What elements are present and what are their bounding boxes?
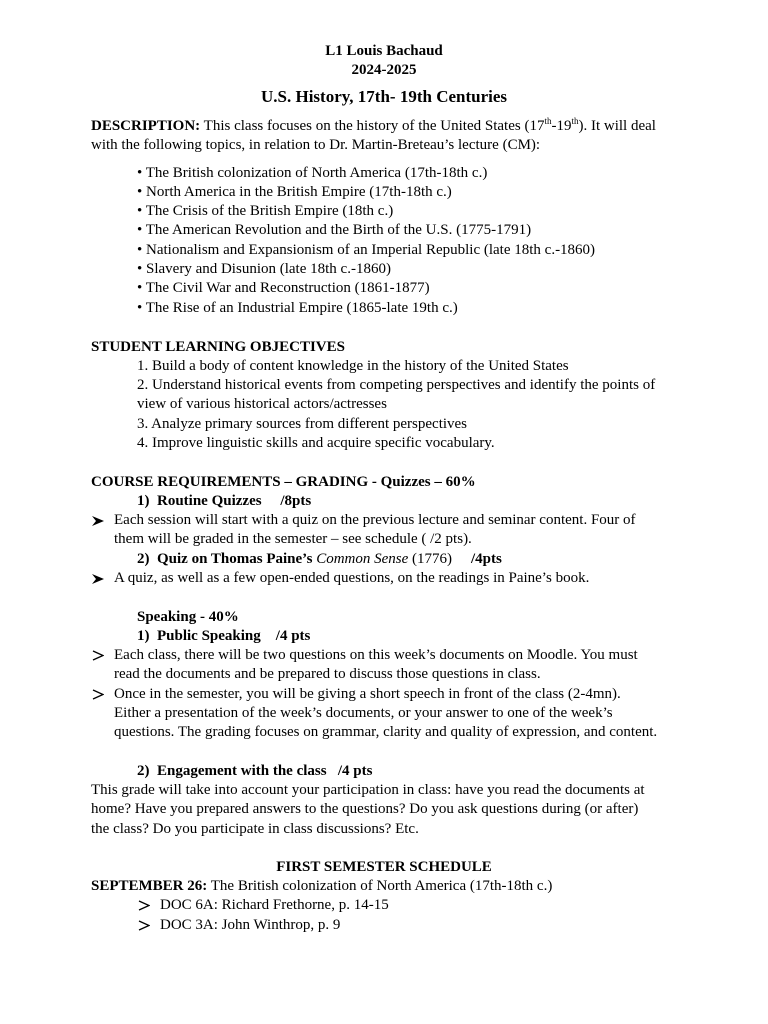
speaking-heading: Speaking - 40% <box>137 609 239 625</box>
academic-year: 2024-2025 <box>351 62 417 78</box>
paine-quiz-title: 2) Quiz on Thomas Paine’s Common Sense (1776) /4pts <box>137 551 502 567</box>
arrow-bullet-icon <box>138 920 154 931</box>
engagement-line: home? Have you prepared answers to the questions? Do you ask questions during (or after) <box>91 801 639 817</box>
description-line-2: with the following topics, in relation to Dr. Martin-Breteau’s lecture (CM): <box>91 137 541 153</box>
arrow-bullet-icon <box>92 650 108 661</box>
schedule-heading: FIRST SEMESTER SCHEDULE <box>276 859 492 875</box>
quiz2-text-line: A quiz, as well as a few open-ended questions, on the readings in Paine’s book. <box>114 570 590 586</box>
engagement-title: 2) Engagement with the class /4 pts <box>137 763 373 779</box>
objectives-heading: STUDENT LEARNING OBJECTIVES <box>91 339 345 355</box>
description-paragraph <box>91 117 656 136</box>
schedule-doc-item: DOC 6A: Richard Frethorne, p. 14-15 <box>160 897 389 913</box>
quiz1-text-line: Each session will start with a quiz on the previous lecture and seminar content. Four of <box>114 512 636 528</box>
speaking-bullet-line: questions. The grading focuses on grammar, clarity and quality of expression, and content. <box>114 724 658 740</box>
instructor-name: L1 Louis Bachaud <box>325 43 443 59</box>
book-title: Common Sense <box>316 551 409 567</box>
quiz1-text-line: them will be graded in the semester – see schedule ( /2 pts). <box>114 531 472 547</box>
topic-item: • Nationalism and Expansionism of an Imperial Republic (late 18th c.-1860) <box>137 242 596 258</box>
speaking-bullet-line: Either a presentation of the week’s documents, or your answer to one of the week’s <box>114 705 613 721</box>
schedule-doc-item: DOC 3A: John Winthrop, p. 9 <box>160 917 341 933</box>
arrow-bullet-icon <box>91 515 107 527</box>
public-speaking-title: 1) Public Speaking /4 pts <box>137 628 311 644</box>
topic-item: • Slavery and Disunion (late 18th c.-1860) <box>137 261 391 277</box>
description-label: DESCRIPTION: <box>91 118 201 134</box>
topic-item: • The British colonization of North America (17th-18th c.) <box>137 165 488 181</box>
engagement-line: the class? Do you participate in class discussions? Etc. <box>91 821 419 837</box>
objective-line: 1. Build a body of content knowledge in the history of the United States <box>137 358 569 374</box>
topic-item: • The Crisis of the British Empire (18th c.) <box>137 203 394 219</box>
topic-item: • The American Revolution and the Birth of the U.S. (1775-1791) <box>137 222 532 238</box>
routine-quizzes-title: 1) Routine Quizzes /8pts <box>137 493 312 509</box>
course-title: U.S. History, 17th- 19th Centuries <box>260 87 508 106</box>
schedule-date-line <box>91 877 552 896</box>
schedule-topic: The British colonization of North America (17th-18th c.) <box>207 878 553 894</box>
description-text: This class focuses on the history of the United States (17th-19th). It will deal <box>203 116 656 134</box>
schedule-date-label: SEPTEMBER 26: <box>91 878 208 894</box>
objective-line: 3. Analyze primary sources from different perspectives <box>137 416 468 432</box>
objective-line: 4. Improve linguistic skills and acquire specific vocabulary. <box>137 435 495 451</box>
speaking-bullet-line: read the documents and be prepared to discuss those questions in class. <box>114 666 541 682</box>
objective-line: 2. Understand historical events from competing perspectives and identify the points of <box>137 377 656 393</box>
topic-item: • North America in the British Empire (17th-18th c.) <box>137 184 452 200</box>
requirements-heading: COURSE REQUIREMENTS – GRADING - Quizzes – 60% <box>91 474 476 490</box>
arrow-bullet-icon <box>91 573 107 585</box>
engagement-line: This grade will take into account your participation in class: have you read the documents at <box>91 782 645 798</box>
speaking-bullet-line: Each class, there will be two questions on this week’s documents on Moodle. You must <box>114 647 638 663</box>
arrow-bullet-icon <box>138 900 154 911</box>
objective-line: view of various historical actors/actresses <box>137 396 387 412</box>
arrow-bullet-icon <box>92 689 108 700</box>
speaking-bullet-line: Once in the semester, you will be giving a short speech in front of the class (2-4mn). <box>114 686 621 702</box>
topic-item: • The Civil War and Reconstruction (1861-1877) <box>137 280 430 296</box>
topic-item: • The Rise of an Industrial Empire (1865-late 19th c.) <box>137 300 458 316</box>
